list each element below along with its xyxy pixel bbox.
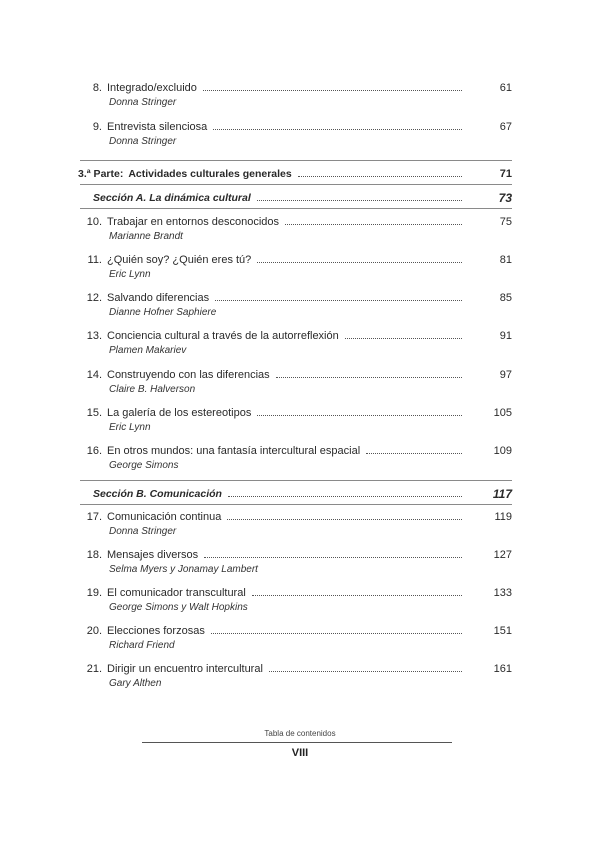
entry-title: Trabajar en entornos desconocidos <box>107 216 280 228</box>
entry-number: 20. <box>86 625 102 637</box>
dot-leader <box>252 594 462 596</box>
entry-page-number: 71 <box>499 168 512 180</box>
entry-number: 19. <box>86 587 102 599</box>
separator-rule <box>80 504 512 505</box>
dot-leader <box>257 261 462 263</box>
entry-author: Gary Althen <box>109 678 162 689</box>
dot-leader <box>213 128 462 130</box>
entry-page-number: 61 <box>499 82 512 94</box>
entry-number: 8. <box>92 82 102 94</box>
entry-title: Conciencia cultural a través de la autorreflexión <box>107 330 339 342</box>
dot-leader <box>257 414 462 416</box>
dot-leader <box>345 337 462 339</box>
entry-number: 11. <box>87 254 102 266</box>
entry-page-number: 97 <box>499 369 512 381</box>
entry-author: Plamen Makariev <box>109 345 187 356</box>
entry-title: Mensajes diversos <box>107 549 199 561</box>
entry-page-number: 105 <box>493 407 512 419</box>
separator-rule <box>80 160 512 161</box>
entry-title: ¿Quién soy? ¿Quién eres tú? <box>107 254 252 266</box>
entry-title: Actividades culturales generales <box>128 168 292 180</box>
dot-leader <box>276 376 462 378</box>
entry-title: La galería de los estereotipos <box>107 407 252 419</box>
entry-author: Donna Stringer <box>109 97 177 108</box>
toc-entry-line <box>82 216 468 229</box>
toc-entry-line <box>82 663 468 676</box>
entry-title: Sección B. Comunicación <box>93 488 222 500</box>
toc-entry-line <box>82 407 468 420</box>
toc-entry-line <box>82 254 468 267</box>
entry-number: 10. <box>86 216 102 228</box>
entry-author: Selma Myers y Jonamay Lambert <box>109 564 258 575</box>
dot-leader <box>227 518 462 520</box>
entry-author: Eric Lynn <box>109 422 151 433</box>
entry-author: Donna Stringer <box>109 136 177 147</box>
entry-number: 17. <box>86 511 102 523</box>
entry-number: 21. <box>86 663 102 675</box>
footer-rule <box>142 742 452 743</box>
toc-entry-line <box>82 625 468 638</box>
entry-page-number: 119 <box>494 511 512 523</box>
entry-title: Comunicación continua <box>107 511 222 523</box>
entry-title: En otros mundos: una fantasía intercultural espacial <box>107 445 361 457</box>
entry-title: Entrevista silenciosa <box>107 121 208 133</box>
entry-title: Integrado/excluido <box>107 82 197 94</box>
entry-page-number: 117 <box>492 487 512 501</box>
separator-rule <box>80 208 512 209</box>
entry-author: George Simons <box>109 460 179 471</box>
dot-leader <box>211 632 462 634</box>
toc-entry-line <box>82 369 468 382</box>
entry-title: Sección A. La dinámica cultural <box>93 192 251 204</box>
entry-page-number: 81 <box>499 254 512 266</box>
entry-title: Construyendo con las diferencias <box>107 369 270 381</box>
toc-entry-line <box>78 168 468 181</box>
dot-leader <box>228 495 462 497</box>
dot-leader <box>298 175 462 177</box>
entry-page-number: 127 <box>493 549 512 561</box>
toc-entry-line <box>82 292 468 305</box>
dot-leader <box>285 223 462 225</box>
entry-author: Dianne Hofner Saphiere <box>109 307 217 318</box>
entry-number: 15. <box>86 407 102 419</box>
entry-number: 12. <box>86 292 102 304</box>
entry-number: 14. <box>86 369 102 381</box>
entry-author: Donna Stringer <box>109 526 177 537</box>
toc-entry-line <box>82 549 468 562</box>
dot-leader <box>366 452 462 454</box>
entry-page-number: 151 <box>493 625 512 637</box>
dot-leader <box>204 556 462 558</box>
toc-entry-line <box>82 511 468 524</box>
entry-page-number: 133 <box>493 587 512 599</box>
dot-leader <box>269 670 462 672</box>
entry-page-number: 161 <box>493 663 512 675</box>
toc-entry-line <box>82 82 468 95</box>
footer-label: Tabla de contenidos <box>264 729 336 738</box>
dot-leader <box>215 299 462 301</box>
entry-title: Salvando diferencias <box>107 292 210 304</box>
entry-page-number: 67 <box>499 121 512 133</box>
entry-page-number: 85 <box>499 292 512 304</box>
entry-title: Dirigir un encuentro intercultural <box>107 663 263 675</box>
separator-rule <box>80 480 512 481</box>
toc-entry-line <box>93 192 468 205</box>
entry-author: George Simons y Walt Hopkins <box>109 602 248 613</box>
entry-page-number: 109 <box>493 445 512 457</box>
entry-author: Richard Friend <box>109 640 175 651</box>
entry-page-number: 75 <box>499 216 512 228</box>
entry-author: Claire B. Halverson <box>109 384 196 395</box>
entry-author: Marianne Brandt <box>109 231 183 242</box>
toc-entry-line <box>82 330 468 343</box>
entry-number: 13. <box>86 330 102 342</box>
dot-leader <box>257 199 462 201</box>
separator-rule <box>80 184 512 185</box>
part-number: 3.ª Parte: <box>78 168 124 180</box>
dot-leader <box>203 89 462 91</box>
entry-number: 16. <box>86 445 102 457</box>
entry-title: El comunicador transcultural <box>107 587 246 599</box>
footer-page-number: VIII <box>291 747 309 759</box>
entry-number: 18. <box>86 549 102 561</box>
entry-number: 9. <box>92 121 102 133</box>
entry-page-number: 91 <box>499 330 512 342</box>
toc-entry-line <box>82 121 468 134</box>
toc-entry-line <box>82 587 468 600</box>
entry-author: Eric Lynn <box>109 269 151 280</box>
entry-title: Elecciones forzosas <box>107 625 205 637</box>
toc-entry-line <box>93 488 468 501</box>
entry-page-number: 73 <box>498 191 512 205</box>
toc-entry-line <box>82 445 468 458</box>
